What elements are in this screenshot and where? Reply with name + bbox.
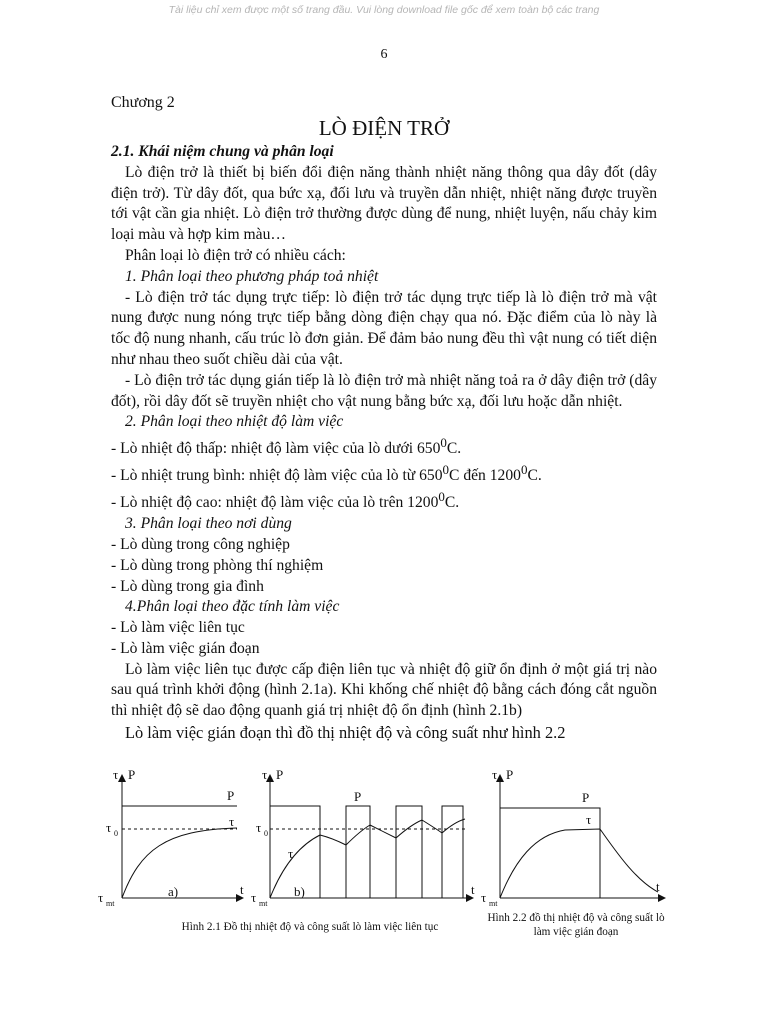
class4-item: - Lò làm việc gián đoạn — [111, 639, 260, 657]
class1-direct: - Lò điện trở tác dụng trực tiếp: lò điện trở tác dụng trực tiếp là lò điện trở mà vật nung được nung nóng trực tiếp bằng dòng điện chạy qua nó. Đặc điểm của lò này là tốc độ nung nhanh, cấu trúc lò đơn giản. Để đảm bảo nung đều thì vật nung có tiết diện như nhau theo suốt chiều dài của vật. — [111, 288, 657, 368]
section-heading: 2.1. Khái niệm chung và phân loại — [111, 143, 334, 160]
graph-c-t-label: t — [656, 879, 660, 894]
celsius-end: C. — [527, 467, 542, 485]
graph-a-tau-label: τ — [229, 814, 235, 829]
graph-b-t-label: t — [471, 882, 475, 897]
degree-sup: 0 — [440, 435, 447, 451]
class2-heading: 2. Phân loại theo nhiệt độ làm việc — [125, 413, 344, 431]
graph-c — [500, 778, 662, 898]
graph-c-temperature-curve — [500, 829, 658, 898]
degree-sup: 0 — [520, 462, 528, 478]
graph-c-p-label: P — [582, 790, 590, 805]
class4-item: - Lò làm việc liên tục — [111, 619, 245, 637]
graph-b-p-axis-label: P — [276, 767, 284, 782]
intermittent-paragraph: Lò làm việc gián đoạn thì đồ thị nhiệt độ và công suất như hình 2.2 — [125, 723, 566, 743]
graph-a-p-axis-label: P — [128, 767, 136, 782]
chapter-title: LÒ ĐIỆN TRỞ — [318, 116, 450, 140]
graph-b-tau-axis-label: τ — [262, 767, 268, 782]
class3-item: - Lò dùng trong công nghiệp — [111, 535, 290, 553]
page-number: 6 — [380, 47, 388, 62]
class2-low-text: - Lò nhiệt độ thấp: nhiệt độ làm việc của lò dưới 650 — [111, 440, 441, 458]
continuous-paragraph: Lò làm việc liên tục được cấp điện liên tục và nhiệt độ giữ ổn định ở một giá trị nào sau quá trình khởi động (hình 2.1a). Khi khống chế nhiệt độ bằng cách đóng cắt nguồn thì nhiệt độ sẽ dao động quanh giá trị nhiệt độ ổn định (hình 2.1b) — [111, 660, 657, 720]
graph-a — [122, 778, 240, 898]
graph-c-p-axis-label: P — [506, 767, 514, 782]
graph-a-tau0-sub: 0 — [114, 829, 118, 838]
degree-sup: 0 — [438, 489, 445, 505]
class2-medium-text: - Lò nhiệt trung bình: nhiệt độ làm việc của lò từ 650 — [111, 467, 443, 485]
graph-b-letter: b) — [294, 884, 305, 899]
graph-a-tau0-label: τ — [106, 820, 112, 835]
celsius-end: C. — [446, 440, 462, 458]
intro-paragraph: Lò điện trở là thiết bị biến đổi điện năng thành nhiệt năng thông qua dây đốt (dây điện trở). Từ dây đốt, qua bức xạ, đối lưu và truyền dẫn nhiệt, nhiệt năng được truyền tới vật cần gia nhiệt. Lò điện trở thường được dùng để nung, nhiệt luyện, nấu chảy kim loại màu và hợp kim màu… — [111, 163, 657, 244]
preview-notice: Tài liệu chỉ xem được một số trang đầu. Vui lòng download file gốc để xem toàn bộ các trang — [168, 4, 600, 16]
class3-item: - Lò dùng trong phòng thí nghiệm — [111, 556, 324, 574]
graph-c-taumt-sub: mt — [489, 899, 498, 908]
celsius-end: C. — [444, 494, 460, 512]
graph-b-tau-label: τ — [288, 846, 294, 861]
class4-heading: 4.Phân loại theo đặc tính làm việc — [125, 598, 340, 616]
graph-c-tau-axis-label: τ — [492, 767, 498, 782]
class1-heading: 1. Phân loại theo phương pháp toả nhiệt — [125, 267, 379, 285]
graph-c-power-pulse — [500, 808, 600, 898]
class1-indirect: - Lò điện trở tác dụng gián tiếp là lò điện trở mà nhiệt năng toả ra ở dây điện trở (dây đốt), rồi dây đốt sẽ truyền nhiệt cho vật nung bằng bức xạ, đối lưu hoặc dẫn nhiệt. — [111, 371, 657, 410]
graph-b — [270, 778, 470, 898]
figure-2-1-caption: Hình 2.1 Đồ thị nhiệt độ và công suất lò làm việc liên tục — [181, 921, 439, 933]
figure-2-2-caption: Hình 2.2 đồ thị nhiệt độ và công suất lò làm việc gián đoạn — [487, 912, 665, 938]
graph-a-p-label: P — [227, 788, 235, 803]
graph-a-t-label: t — [240, 882, 244, 897]
class2-medium-text-2: C đến 1200 — [449, 467, 521, 485]
classification-intro: Phân loại lò điện trở có nhiều cách: — [125, 246, 346, 264]
chapter-label: Chương 2 — [111, 94, 175, 111]
class3-item: - Lò dùng trong gia đình — [111, 577, 264, 595]
class2-high-text: - Lò nhiệt độ cao: nhiệt độ làm việc của lò trên 1200 — [111, 494, 439, 512]
graph-a-taumt-label: τ — [98, 890, 104, 905]
graph-a-tau-axis-label: τ — [113, 767, 119, 782]
graph-b-taumt-label: τ — [251, 890, 257, 905]
graph-a-letter: a) — [168, 884, 179, 899]
graph-c-tau-label: τ — [586, 812, 592, 827]
graph-c-taumt-label: τ — [481, 890, 487, 905]
graph-b-tau0-sub: 0 — [264, 829, 268, 838]
graph-a-temperature-curve — [122, 828, 237, 898]
degree-sup: 0 — [442, 462, 450, 478]
graph-a-taumt-sub: mt — [106, 899, 115, 908]
graph-b-p-label: P — [354, 789, 362, 804]
class3-heading: 3. Phân loại theo nơi dùng — [125, 515, 292, 533]
graph-b-tau0-label: τ — [256, 820, 262, 835]
graph-b-taumt-sub: mt — [259, 899, 268, 908]
